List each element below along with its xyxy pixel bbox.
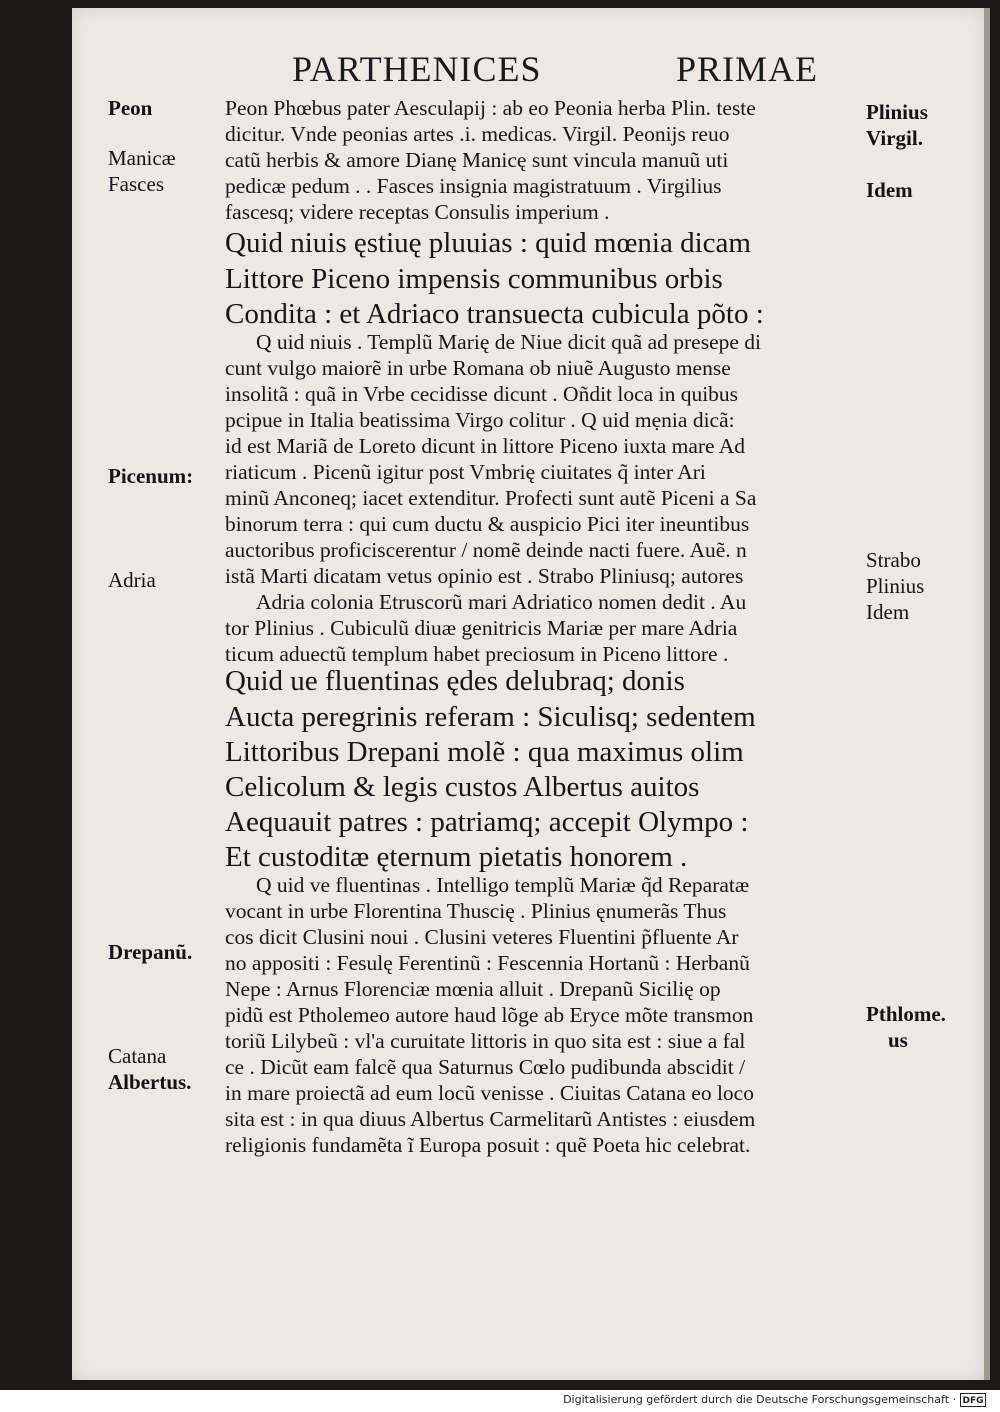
footer-credit: Digitalisierung gefördert durch die Deutsche Forschungsgemeinschaft ·	[563, 1393, 956, 1406]
text-line: pedicæ pedum . . Fasces insignia magistratuum . Virgilius	[225, 174, 722, 198]
verse-line: Celicolum & legis custos Albertus auitos	[225, 771, 700, 803]
text-line: Peon Phœbus pater Aesculapij : ab eo Peonia herba Plin. teste	[225, 96, 756, 120]
text-line: id est Mariã de Loreto dicunt in littore Piceno iuxta mare Ad	[225, 434, 746, 458]
margin-note-right: Idem	[866, 178, 913, 202]
text-line: auctoribus proficiscerentur / nomẽ deinde nacti fuere. Auẽ. n	[225, 538, 747, 562]
text-line: Q uid niuis . Templũ Marię de Niue dicit quã ad presepe di	[256, 330, 762, 354]
margin-note-left: Fasces	[108, 172, 164, 196]
text-line: riaticum . Picenũ igitur post Vmbrię ciuitates q̃ inter Ari	[225, 460, 706, 484]
running-head-left: PARTHENICES	[292, 49, 542, 89]
footer	[0, 1390, 1000, 1412]
verse-line: Condita : et Adriaco transuecta cubicula põto :	[225, 298, 764, 330]
text-line: toriũ Lilybeũ : vl'a curuitate littoris in quo sita est : siue a fal	[225, 1029, 746, 1053]
verse-line: Quid niuis ęstiuę pluuias : quid mœnia dicam	[225, 227, 751, 259]
text-line: pcipue in Italia beatissima Virgo colitur . Q uid mẹnia dicã:	[225, 408, 735, 432]
margin-note-right: us	[888, 1028, 908, 1052]
text-line: insolitã : quã in Vrbe cecidisse dicunt . Oñdit loca in quibus	[225, 382, 739, 406]
margin-note-right: Strabo	[866, 548, 921, 572]
text-line: cos dicit Clusini noui . Clusini veteres Fluentini p̃fluente Ar	[225, 925, 739, 949]
text-line: catũ herbis & amore Dianę Manicę sunt vincula manuũ uti	[225, 148, 729, 172]
margin-note-left: Manicæ	[108, 146, 176, 170]
text-line: vocant in urbe Florentina Thuscię . Plinius ęnumerãs Thus	[225, 899, 727, 923]
text-line: no appositi : Fesulę Ferentinũ : Fescennia Hortanũ : Herbanũ	[225, 951, 750, 975]
text-line: tor Plinius . Cubiculũ diuæ genitricis Mariæ per mare Adria	[225, 616, 738, 640]
text-line: cunt vulgo maiorẽ in urbe Romana ob niuẽ Augusto mense	[225, 356, 731, 380]
verse-line: Quid ue fluentinas ędes delubraq; donis	[225, 665, 685, 697]
verse-line: Littore Piceno impensis communibus orbis	[225, 263, 723, 295]
text-line: Adria colonia Etruscorũ mari Adriatico nomen dedit . Au	[256, 590, 747, 614]
margin-note-left: Picenum:	[108, 464, 194, 488]
margin-note-left: Drepanũ.	[108, 940, 193, 964]
margin-note-right: Virgil.	[866, 126, 923, 150]
text-line: binorum terra : qui cum ductu & auspicio Pici iter ineuntibus	[225, 512, 750, 536]
margin-note-right: Pthlome.	[866, 1002, 946, 1026]
margin-note-right: Plinius	[866, 100, 928, 124]
verse-line: Littoribus Drepani molẽ : qua maximus olim	[225, 736, 744, 768]
text-line: religionis fundamẽta ĩ Europa posuit : quẽ Poeta hic celebrat.	[225, 1133, 751, 1157]
text-line: ce . Dicũt eam falcẽ qua Saturnus Cœlo pudibunda abscidit /	[225, 1055, 746, 1079]
text-line: dicitur. Vnde peonias artes .i. medicas. Virgil. Peonijs reuo	[225, 122, 730, 146]
margin-note-left: Albertus.	[108, 1070, 192, 1094]
verse-line: Aucta peregrinis referam : Siculisq; sedentem	[225, 701, 756, 733]
text-line: pidũ est Ptholemeo autore haud lõge ab Eryce mõte transmon	[225, 1003, 754, 1027]
text-line: minũ Anconeq; iacet extenditur. Profecti sunt autẽ Piceni a Sa	[225, 486, 757, 510]
margin-note-left: Peon	[108, 96, 153, 120]
text-line: fascesq; videre receptas Consulis imperium .	[225, 200, 610, 224]
text-line: in mare proiectã ad eum locũ venisse . Ciuitas Catana eo loco	[225, 1081, 754, 1105]
margin-note-left: Adria	[108, 568, 156, 592]
text-line: istã Marti dicatam vetus opinio est . Strabo Pliniusq; autores	[225, 564, 744, 588]
page-edge	[984, 8, 990, 1380]
verse-line: Et custoditæ ęternum pietatis honorem .	[225, 841, 688, 873]
text-line: Nepe : Arnus Florenciæ mœnia alluit . Drepanũ Sicilię op	[225, 977, 721, 1001]
text-line: sita est : in qua diuus Albertus Carmelitarũ Antistes : eiusdem	[225, 1107, 756, 1131]
verse-line: Aequauit patres : patriamq; accepit Olympo :	[225, 806, 749, 838]
text-line: ticum aduectũ templum habet preciosum in Piceno littore .	[225, 642, 729, 666]
margin-note-left: Catana	[108, 1044, 167, 1068]
margin-note-right: Plinius	[866, 574, 925, 598]
margin-note-right: Idem	[866, 600, 910, 624]
dfg-logo: DFG	[960, 1393, 986, 1407]
running-head	[0, 48, 1000, 96]
running-head-right: PRIMAE	[676, 49, 819, 89]
text-line: Q uid ve fluentinas . Intelligo templũ Mariæ q̃d Reparatæ	[256, 873, 750, 897]
